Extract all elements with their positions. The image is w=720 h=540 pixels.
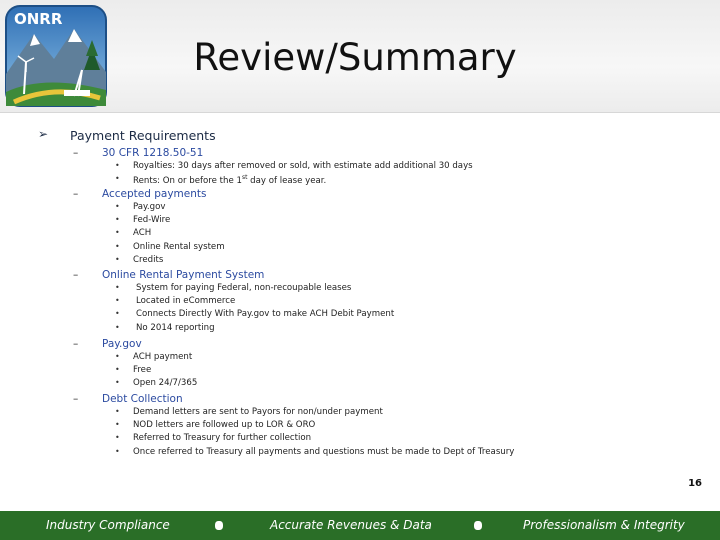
list-item-text-main: System for paying Federal, non-recoupable leases: [136, 282, 352, 293]
list-item-text-main: Once referred to Treasury all payments and questions must be made to Dept of Treasury: [133, 446, 515, 457]
dot-bullet-icon: •: [115, 406, 120, 416]
list-item-text: [133, 447, 514, 457]
list-item-text-main: Open 24/7/365: [133, 378, 198, 389]
list-item-text-tail: day of lease year.: [247, 175, 327, 186]
dot-bullet-icon: •: [115, 255, 120, 265]
list-item-text: [136, 296, 235, 306]
dot-bullet-icon: •: [115, 309, 120, 319]
dash-bullet-icon: –: [73, 393, 79, 405]
list-item-text-main: ACH: [133, 228, 152, 239]
list-item-text-main: Connects Directly With Pay.gov to make ACH Debit Payment: [136, 309, 395, 320]
list-item-text: [136, 323, 215, 333]
list-item-superscript: st: [241, 173, 248, 181]
list-item-text: [133, 174, 326, 186]
subsection-label: Accepted payments: [102, 188, 207, 200]
list-item-text: [133, 255, 163, 265]
list-item-text-main: Demand letters are sent to Payors for non/under payment: [133, 406, 383, 417]
page-number: 16: [688, 478, 702, 489]
list-item-text: [133, 228, 151, 238]
list-item-text: [136, 283, 351, 293]
subsection-label: Pay.gov: [102, 338, 142, 350]
list-item-text: [133, 420, 315, 430]
list-item-text-main: Free: [133, 364, 152, 375]
dot-bullet-icon: •: [115, 214, 120, 224]
list-item-text-main: Fed-Wire: [133, 214, 171, 225]
dash-bullet-icon: –: [73, 147, 79, 159]
dot-bullet-icon: •: [115, 351, 120, 361]
subsection-label: Debt Collection: [102, 393, 183, 405]
list-item-text: [133, 202, 165, 212]
list-item-text: [133, 433, 311, 443]
subsection-label: Online Rental Payment System: [102, 269, 265, 281]
list-item-text: [133, 378, 197, 388]
arrow-bullet-icon: ➢: [38, 127, 49, 141]
footer-separator: [474, 521, 482, 530]
list-item-text-main: No 2014 reporting: [136, 322, 215, 333]
list-item-text: [136, 309, 394, 319]
dot-bullet-icon: •: [115, 446, 120, 456]
dot-bullet-icon: •: [115, 322, 120, 332]
dot-bullet-icon: •: [115, 173, 120, 183]
dot-bullet-icon: •: [115, 160, 120, 170]
list-item-text-main: Located in eCommerce: [136, 295, 236, 306]
section-heading-label: Payment Requirements: [70, 128, 216, 143]
list-item-text-main: Royalties: 30 days after removed or sold, with estimate add additional 30 days: [133, 160, 473, 171]
dot-bullet-icon: •: [115, 201, 120, 211]
footer-separator: [215, 521, 223, 530]
dash-bullet-icon: –: [73, 269, 79, 281]
footer-banner: [0, 511, 720, 540]
list-item-text: [133, 407, 383, 417]
list-item-text: [133, 365, 151, 375]
list-item-text: [133, 242, 225, 252]
dash-bullet-icon: –: [73, 338, 79, 350]
footer-item-professionalism: Professionalism & Integrity: [523, 518, 685, 532]
dot-bullet-icon: •: [115, 241, 120, 251]
subsection-label: 30 CFR 1218.50-51: [102, 147, 204, 159]
list-item-text-main: Pay.gov: [133, 201, 166, 212]
logo-text: ONRR: [14, 10, 63, 28]
list-item-text: [133, 161, 473, 171]
list-item-text-main: Online Rental system: [133, 241, 225, 252]
dot-bullet-icon: •: [115, 433, 120, 443]
dot-bullet-icon: •: [115, 378, 120, 388]
list-item-text: [133, 352, 192, 362]
dot-bullet-icon: •: [115, 228, 120, 238]
footer-item-industry-compliance: Industry Compliance: [46, 518, 170, 532]
list-item-text-main: ACH payment: [133, 351, 193, 362]
list-item-text-main: Credits: [133, 255, 164, 266]
dot-bullet-icon: •: [115, 295, 120, 305]
list-item-text-main: Referred to Treasury for further collection: [133, 433, 312, 444]
dash-bullet-icon: –: [73, 188, 79, 200]
dot-bullet-icon: •: [115, 364, 120, 374]
dot-bullet-icon: •: [115, 282, 120, 292]
footer-item-accurate-revenues: Accurate Revenues & Data: [270, 518, 432, 532]
list-item-text-main: NOD letters are followed up to LOR & ORO: [133, 419, 316, 430]
list-item-text: [133, 215, 170, 225]
dot-bullet-icon: •: [115, 419, 120, 429]
list-item-text-main: Rents: On or before the 1: [133, 175, 242, 186]
slide-title: Review/Summary: [193, 36, 517, 79]
